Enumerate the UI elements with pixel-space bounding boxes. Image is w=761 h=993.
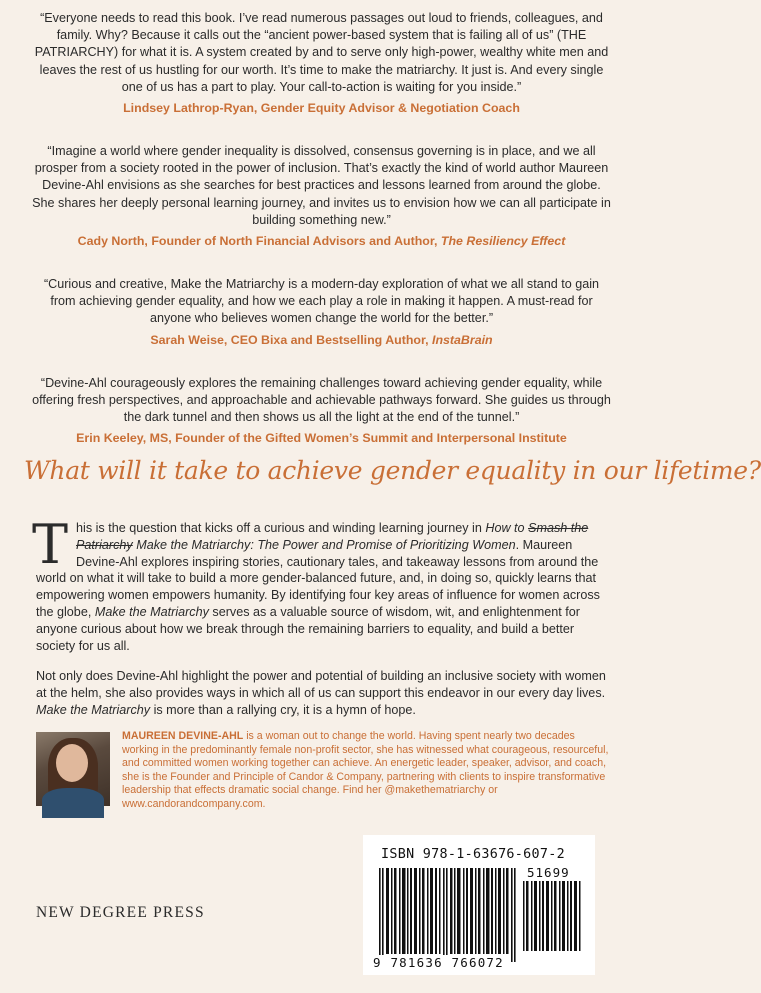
endorsement-quote: “Everyone needs to read this book. I’ve read numerous passages out loud to friends, colleagues, and family. Why? Because it calls out the “ancient power-based system that is failing all of us” (THE PATRIARCHY) for what it is. A system created by and to serve only high-power, wealthy white men and leaves the rest of us hustling for our worth. It’s time to make the matriarchy. It just is. And every single one of us has a part to play. Your call-to-action is waiting for you inside.” — [34, 11, 609, 94]
addon-barcode-icon — [523, 881, 583, 951]
endorsement-attribution: Sarah Weise, CEO Bixa and Bestselling Author, InstaBrain — [150, 332, 493, 347]
endorsement-quote: “Curious and creative, Make the Matriarchy is a modern-day exploration of what we all stand to gain from achieving gender equality, and how we each play a role in making it happen. A must-read for anyone who believes women change the world for the better.” — [43, 277, 600, 326]
headline: What will it take to achieve gender equality in our lifetime? — [24, 456, 761, 485]
barcode-digits: 9 781636 766072 — [373, 955, 504, 970]
barcode-icon — [379, 868, 519, 962]
endorsement — [30, 143, 613, 250]
book-description — [32, 513, 614, 733]
endorsements — [30, 10, 613, 473]
description-paragraph: Not only does Devine-Ahl highlight the power and potential of building an inclusive society with women at the helm, she also provides ways in which all of us can support this endeavor in our every day lives. Make the Matriarchy is more than a rallying cry, it is a hymn of hope. — [36, 669, 606, 717]
endorsement-attribution: Cady North, Founder of North Financial Advisors and Author, The Resiliency Effect — [77, 234, 566, 249]
endorsement-quote: “Devine-Ahl courageously explores the remaining challenges toward achieving gender equality, while offering fresh perspectives, and approachable and achievable pathways forward. She guides us through the dark tunnel and then shows us all the light at the end of the tunnel.” — [32, 375, 611, 425]
price-code: 51699 — [527, 865, 570, 880]
barcode-panel — [363, 835, 595, 975]
endorsement — [30, 276, 613, 349]
author-bio: MAUREEN DEVINE-AHL is a woman out to change the world. Having spent nearly two decades working in the predominantly female non-profit sector, she has witnessed what courageous, resourceful, and committed women working together can achieve. An energetic leader, speaker, advisor, and coach, she is the Founder and Principle of Candor & Company, partnering with clients to inspire transformative leadership that effects dramatic social change. Find her @makethematriarchy or www.candorandcompany.com. — [122, 730, 609, 810]
drop-cap: T — [32, 513, 69, 576]
isbn-label: ISBN 978-1-63676-607-2 — [381, 847, 565, 862]
endorsement-attribution: Lindsey Lathrop-Ryan, Gender Equity Advisor & Negotiation Coach — [123, 101, 520, 116]
endorsement — [30, 10, 613, 117]
author-photo — [36, 732, 110, 806]
publisher-name: NEW DEGREE PRESS — [36, 904, 205, 921]
endorsement-attribution: Erin Keeley, MS, Founder of the Gifted Women’s Summit and Interpersonal Institute — [76, 431, 567, 446]
description-paragraph: This is the question that kicks off a curious and winding learning journey in How to Smash the Patriarchy Make the Matriarchy: The Power and Promise of Prioritizing Women. Maureen Devine-Ahl explores inspiring stories, cautionary tales, and takeaway lessons from around the world on what it will take to build a more gender-balanced future, and, in doing so, quickly learns that empowering women empowers humanity. By identifying four key areas of influence for women across the globe, Make the Matriarchy serves as a valuable source of wisdom, wit, and enlightenment for anyone curious about how we break through the remaining barriers to equality, and build a better society for us all. — [32, 513, 600, 653]
endorsement-quote: “Imagine a world where gender inequality is dissolved, consensus governing is in place, and we all prosper from a society rooted in the power of inclusion. That’s exactly the kind of world author Maureen Devine-Ahl envisions as she searches for best practices and lessons learned from around the globe. She shares her deeply personal learning journey, and invites us to envision how we can all participate in building something new.” — [32, 144, 611, 227]
endorsement — [30, 375, 613, 448]
author-name: MAUREEN DEVINE-AHL — [122, 730, 244, 742]
